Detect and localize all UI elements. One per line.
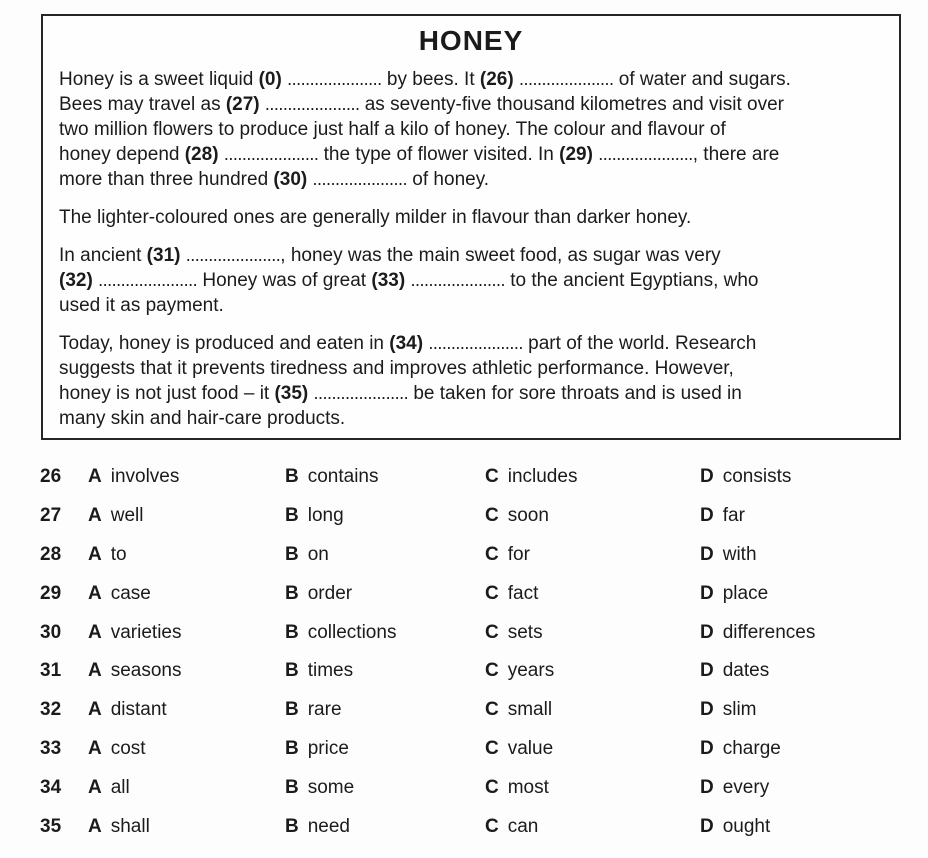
choice-letter: C (485, 815, 499, 837)
question-number: 30 (40, 621, 62, 643)
passage-text (43, 67, 899, 431)
choice-text: charge (722, 737, 781, 759)
choice-30-B (285, 622, 485, 644)
gap-number: (26) (479, 69, 514, 90)
choice-text: some (307, 776, 355, 798)
choice-letter: B (285, 699, 299, 721)
choice-text: distant (110, 699, 167, 721)
question-number: 26 (40, 466, 62, 488)
question-number: 28 (40, 543, 62, 565)
choice-text: place (722, 582, 769, 604)
option-row (0, 458, 928, 497)
choice-35-A (88, 816, 285, 838)
choice-30-A (88, 622, 285, 644)
choice-33-B (285, 738, 485, 760)
option-row (0, 613, 928, 652)
choice-32-D (700, 699, 928, 721)
choice-27-C (485, 505, 700, 527)
options-table (0, 458, 928, 846)
answer-blank: ..................... (185, 245, 281, 265)
choice-text: includes (507, 466, 578, 488)
choice-28-C (485, 544, 700, 566)
passage-segment: The lighter-coloured ones are generally milder in flavour than darker honey. (59, 207, 692, 228)
answer-blank: ..................... (598, 144, 693, 164)
passage-segment: Bees may travel as (59, 94, 226, 115)
choice-text: slim (722, 699, 757, 721)
passage-segment: to the ancient Egyptians, who (504, 270, 759, 291)
passage-segment: the type of flower visited. In (318, 144, 560, 165)
choice-letter: D (700, 543, 714, 565)
choice-text: most (507, 776, 549, 798)
passage-box (41, 14, 901, 440)
choice-text: differences (722, 621, 816, 643)
option-row (0, 807, 928, 846)
choice-text: consists (722, 466, 792, 488)
answer-blank: ..................... (518, 69, 614, 89)
choice-32-B (285, 699, 485, 721)
choice-letter: D (700, 660, 714, 682)
passage-segment: of honey. (407, 169, 490, 190)
choice-34-B (285, 777, 485, 799)
choice-letter: B (285, 543, 299, 565)
question-number: 29 (40, 582, 62, 604)
option-row (0, 497, 928, 536)
choice-letter: D (700, 776, 714, 798)
choice-letter: A (88, 505, 102, 527)
choice-27-A (88, 505, 285, 527)
passage-line (59, 406, 887, 431)
choice-letter: C (485, 660, 499, 682)
choice-26-C (485, 466, 700, 488)
answer-blank: ...................... (98, 270, 198, 290)
passage-segment: suggests that it prevents tiredness and improves athletic performance. However, (59, 358, 734, 379)
choice-34-C (485, 777, 700, 799)
choice-text: every (722, 776, 770, 798)
passage-line (59, 381, 887, 406)
choice-letter: A (88, 466, 102, 488)
passage-segment: of water and sugars. (613, 69, 791, 90)
question-number: 27 (40, 505, 62, 527)
choice-letter: A (88, 582, 102, 604)
question-number: 34 (40, 776, 62, 798)
passage-segment: , honey was the main sweet food, as sugar was very (280, 245, 721, 266)
gap-number: (33) (371, 270, 406, 291)
choice-letter: A (88, 737, 102, 759)
choice-text: need (307, 815, 351, 837)
choice-letter: B (285, 505, 299, 527)
choice-31-B (285, 660, 485, 682)
choice-34-D (700, 777, 928, 799)
choice-33-D (700, 738, 928, 760)
choice-text: with (722, 543, 757, 565)
choice-letter: D (700, 466, 714, 488)
passage-paragraph (59, 331, 887, 431)
choice-29-A (88, 583, 285, 605)
choice-text: case (110, 582, 151, 604)
gap-number: (27) (225, 94, 260, 115)
choice-letter: C (485, 543, 499, 565)
choice-letter: A (88, 815, 102, 837)
passage-line (59, 243, 887, 268)
choice-letter: A (88, 699, 102, 721)
answer-blank: ..................... (313, 383, 409, 403)
choice-26-B (285, 466, 485, 488)
passage-segment: by bees. It (381, 69, 480, 90)
choice-32-C (485, 699, 700, 721)
choice-text: soon (507, 505, 549, 527)
choice-33-A (88, 738, 285, 760)
choice-34-A (88, 777, 285, 799)
question-number: 35 (40, 815, 62, 837)
option-row (0, 574, 928, 613)
choice-letter: A (88, 543, 102, 565)
passage-segment: as seventy-five thousand kilometres and visit over (359, 94, 784, 115)
choice-text: price (307, 737, 349, 759)
passage-line (59, 356, 887, 381)
choice-letter: D (700, 505, 714, 527)
choice-text: years (507, 660, 555, 682)
passage-line (59, 142, 887, 167)
passage-segment: In ancient (59, 245, 147, 266)
choice-text: cost (110, 737, 146, 759)
choice-27-B (285, 505, 485, 527)
answer-blank: ..................... (287, 69, 382, 89)
choice-26-A (88, 466, 285, 488)
passage-segment: Honey was of great (197, 270, 372, 291)
passage-segment: two million flowers to produce just half a kilo of honey. The colour and flavour of (59, 119, 726, 140)
choice-text: rare (307, 699, 342, 721)
choice-text: ought (722, 815, 771, 837)
choice-letter: C (485, 776, 499, 798)
choice-text: to (110, 543, 127, 565)
gap-number: (32) (59, 270, 93, 291)
choice-text: dates (722, 660, 770, 682)
passage-segment: many skin and hair-care products. (59, 408, 346, 429)
choice-29-B (285, 583, 485, 605)
choice-text: value (507, 737, 554, 759)
choice-33-C (485, 738, 700, 760)
answer-blank: ..................... (428, 333, 523, 353)
choice-text: long (307, 505, 344, 527)
gap-number: (29) (559, 144, 593, 165)
choice-31-A (88, 660, 285, 682)
choice-35-B (285, 816, 485, 838)
choice-text: fact (507, 582, 539, 604)
choice-letter: C (485, 466, 499, 488)
choice-text: small (507, 699, 553, 721)
choice-letter: C (485, 699, 499, 721)
passage-line (59, 167, 887, 192)
passage-paragraph (59, 243, 887, 318)
passage-segment: honey is not just food – it (59, 383, 275, 404)
choice-text: can (507, 815, 539, 837)
choice-letter: A (88, 621, 102, 643)
choice-32-A (88, 699, 285, 721)
passage-segment: be taken for sore throats and is used in (408, 383, 742, 404)
gap-number: (28) (184, 144, 219, 165)
choice-text: collections (307, 621, 397, 643)
passage-paragraph (59, 205, 887, 230)
choice-text: for (507, 543, 530, 565)
choice-letter: C (485, 582, 499, 604)
choice-letter: D (700, 737, 714, 759)
question-number: 31 (40, 660, 62, 682)
passage-paragraph (59, 67, 887, 192)
choice-28-B (285, 544, 485, 566)
choice-letter: B (285, 776, 299, 798)
answer-blank: ..................... (223, 144, 319, 164)
choice-letter: B (285, 660, 299, 682)
passage-segment: Today, honey is produced and eaten in (59, 333, 390, 354)
option-row (0, 652, 928, 691)
choice-letter: D (700, 815, 714, 837)
question-number: 32 (40, 699, 62, 721)
passage-line (59, 92, 887, 117)
option-row (0, 536, 928, 575)
choice-text: far (722, 505, 745, 527)
choice-letter: A (88, 776, 102, 798)
passage-segment: Honey is a sweet liquid (59, 69, 259, 90)
choice-35-C (485, 816, 700, 838)
gap-number: (31) (146, 245, 181, 266)
answer-blank: ..................... (264, 94, 360, 114)
choice-text: sets (507, 621, 543, 643)
passage-line (59, 67, 887, 92)
passage-segment: honey depend (59, 144, 185, 165)
choice-text: all (110, 776, 130, 798)
choice-text: times (307, 660, 354, 682)
choice-26-D (700, 466, 928, 488)
choice-letter: B (285, 582, 299, 604)
choice-text: varieties (110, 621, 182, 643)
choice-letter: B (285, 621, 299, 643)
choice-letter: B (285, 466, 299, 488)
choice-letter: A (88, 660, 102, 682)
choice-30-D (700, 622, 928, 644)
passage-segment: more than three hundred (59, 169, 274, 190)
choice-letter: D (700, 621, 714, 643)
choice-text: well (110, 505, 144, 527)
answer-blank: ..................... (312, 169, 408, 189)
choice-text: shall (110, 815, 150, 837)
choice-text: seasons (110, 660, 182, 682)
choice-28-A (88, 544, 285, 566)
choice-letter: B (285, 815, 299, 837)
gap-number: (34) (389, 333, 424, 354)
choice-letter: B (285, 737, 299, 759)
choice-text: order (307, 582, 353, 604)
passage-segment: part of the world. Research (522, 333, 757, 354)
choice-text: involves (110, 466, 180, 488)
choice-29-D (700, 583, 928, 605)
choice-text: on (307, 543, 329, 565)
choice-letter: C (485, 621, 499, 643)
answer-blank: ..................... (410, 270, 505, 290)
choice-letter: C (485, 737, 499, 759)
choice-27-D (700, 505, 928, 527)
choice-text: contains (307, 466, 379, 488)
passage-line (59, 268, 887, 293)
question-number: 33 (40, 737, 62, 759)
choice-35-D (700, 816, 928, 838)
passage-line (59, 117, 887, 142)
passage-title: HONEY (418, 25, 524, 56)
passage-line (59, 331, 887, 356)
choice-31-D (700, 660, 928, 682)
choice-30-C (485, 622, 700, 644)
passage-line (59, 205, 887, 230)
choice-29-C (485, 583, 700, 605)
gap-number: (35) (274, 383, 309, 404)
passage-line (59, 293, 887, 318)
choice-31-C (485, 660, 700, 682)
option-row (0, 730, 928, 769)
choice-letter: D (700, 699, 714, 721)
option-row (0, 691, 928, 730)
gap-number: (0) (258, 69, 282, 90)
choice-letter: D (700, 582, 714, 604)
gap-number: (30) (273, 169, 308, 190)
choice-28-D (700, 544, 928, 566)
passage-segment: , there are (692, 144, 780, 165)
option-row (0, 768, 928, 807)
choice-letter: C (485, 505, 499, 527)
passage-segment: used it as payment. (59, 295, 224, 316)
